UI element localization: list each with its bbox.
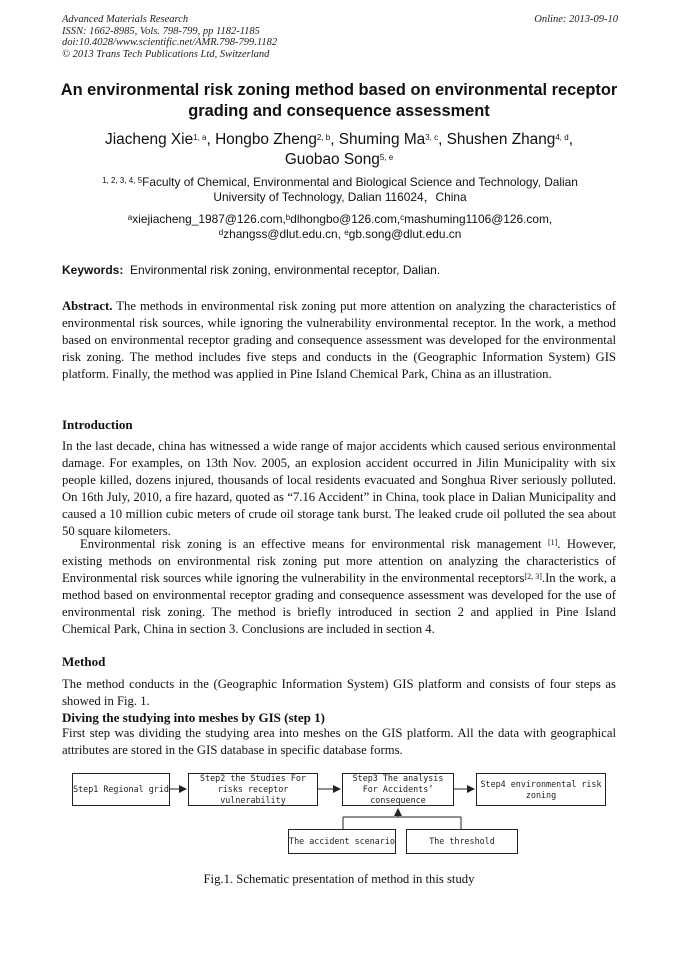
author-sup: 4, d	[555, 133, 569, 142]
intro-p2-part-c: .In the work, a method based on environmental receptor grading and consequence assessment was developed for the use of environmental risk zoning. The method is briefly introduced in section 2 and applied in Pine Island Chemical Park, China in section 3. Conclusions are included in section 4.	[62, 571, 617, 636]
author-sup: 2, b	[316, 133, 331, 142]
abstract	[62, 298, 616, 383]
journal-name: Advanced Materials Research	[62, 14, 189, 25]
intro-paragraph-1: In the last decade, china has witnessed a wide range of major accidents which caused serious environmental damage. For examples, on 13th Nov. 2005, an explosion accident occurred in Jilin Municipality with six people killed, dozens injured, thousands of local residents evacuated and Songhua River seriously polluted. On 16th July, 2010, a fire hazard, quoted as “7.16 Accident” in China, took place in Dalian Municipality and caused a 10 million cubic meters of crude oil storage tank burst. The leaked crude oil polluted the sea about 50 square kilometers.	[62, 439, 616, 538]
email-a: xiejiacheng_1987@126.com,	[132, 212, 286, 226]
journal-header	[62, 14, 618, 60]
email-d: zhangss@dlut.edu.cn,	[223, 227, 341, 241]
method-subheading: Diving the studying into meshes by GIS (step 1)	[62, 710, 325, 725]
author-name: Guobao Song	[284, 151, 380, 168]
step3-box: Step3 The analysis For Accidents’ consequence	[342, 773, 454, 806]
method-paragraph-2: First step was dividing the studying area into meshes on the GIS platform. All the data with geographical attributes are stored in the GIS database in specific database forms.	[62, 726, 616, 757]
copyright-line: © 2013 Trans Tech Publications Ltd, Switzerland	[62, 48, 270, 60]
affiliation-line-2: University of Technology, Dalian 116024，China	[213, 190, 467, 204]
online-date: Online: 2013-09-10	[534, 14, 618, 25]
author-sup: 1, a	[193, 133, 207, 142]
author-name: Hongbo Zheng	[215, 131, 317, 148]
email-e: gb.song@dlut.edu.cn	[348, 227, 462, 241]
citation-ref[interactable]: [1]	[547, 538, 558, 547]
paper-title	[60, 80, 618, 122]
step2-box: Step2 the Studies For risks receptor vulnerability	[188, 773, 318, 806]
abstract-label: Abstract.	[62, 299, 113, 313]
intro-paragraph-2	[62, 536, 616, 638]
step4-box: Step4 environmental risk zoning	[476, 773, 606, 806]
title-line-1: An environmental risk zoning method based on environmental receptor	[60, 81, 618, 99]
threshold-box: The threshold	[406, 829, 518, 854]
email-c: mashuming1106@126.com,	[404, 212, 553, 226]
abstract-text: The methods in environmental risk zoning put more attention on analyzing the characteristics of environmental risk sources, while ignoring the vulnerability environmental receptor. In the work, a method based on environmental receptor grading and consequence assessment was developed for the environmental risk zoning. The method includes five steps and conducts in the (Geographic Information System) GIS platform. Finally, the method was applied in Pine Island Chemical Park, China as an illustration.	[62, 299, 616, 381]
affiliation-sup: 1, 2, 3, 4, 5	[102, 176, 143, 185]
method-heading: Method	[62, 654, 106, 669]
keywords-label: Keywords:	[62, 263, 124, 277]
method-paragraph-1: The method conducts in the (Geographic Information System) GIS platform and consists of four steps as showed in Fig. 1.	[62, 677, 616, 708]
email-list: $^a$xiejiacheng_1987@126.com,$^b$dlhongbo@126.com,$^c$mashuming1106@126.com, $^d$zhangss@dlut.edu.cn, $^e$gb.song@dlut.edu.cn	[127, 212, 553, 241]
affiliation-line-1: Faculty of Chemical, Environmental and Biological Science and Technology, Dalian	[142, 175, 578, 189]
affiliation	[70, 175, 610, 205]
author-name: Jiacheng Xie	[105, 131, 194, 148]
keywords	[62, 263, 618, 277]
figure-caption: Fig.1. Schematic presentation of method in this study	[203, 872, 475, 886]
accident-scenario-box: The accident scenario	[288, 829, 396, 854]
author-sup: 3, c	[425, 133, 439, 142]
citation-ref[interactable]: [2, 3]	[524, 572, 542, 581]
intro-p2-part-b: . However, existing methods on environmental risk zoning put more attention on analyzing the characteristics of Environmental risk sources while ignoring the vulnerability in the environmental receptors	[62, 537, 616, 585]
author-name: Shuming Ma	[338, 131, 426, 148]
author-sup: 5, e	[379, 153, 394, 162]
author-name: Shushen Zhang	[446, 131, 556, 148]
introduction-heading: Introduction	[62, 417, 133, 432]
title-line-2: grading and consequence assessment	[188, 102, 490, 120]
intro-p2-part-a: Environmental risk zoning is an effective means for environmental risk management	[80, 537, 548, 551]
doi-line: doi:10.4028/www.scientific.net/AMR.798-799.1182	[62, 37, 278, 49]
author-list: Jiacheng Xie$^{1, a}$, Hongbo Zheng$^{2, b}$, Shuming Ma$^{3, c}$, Shushen Zhang$^{4, d}$, Guobao Song$^{5, e}$	[105, 131, 573, 168]
issn-line: ISSN: 1662-8985, Vols. 798-799, pp 1182-1185	[62, 25, 260, 37]
email-b: dlhongbo@126.com,	[290, 212, 401, 226]
step1-box: Step1 Regional grid	[72, 773, 170, 806]
keywords-text: Environmental risk zoning, environmental receptor, Dalian.	[130, 263, 441, 277]
